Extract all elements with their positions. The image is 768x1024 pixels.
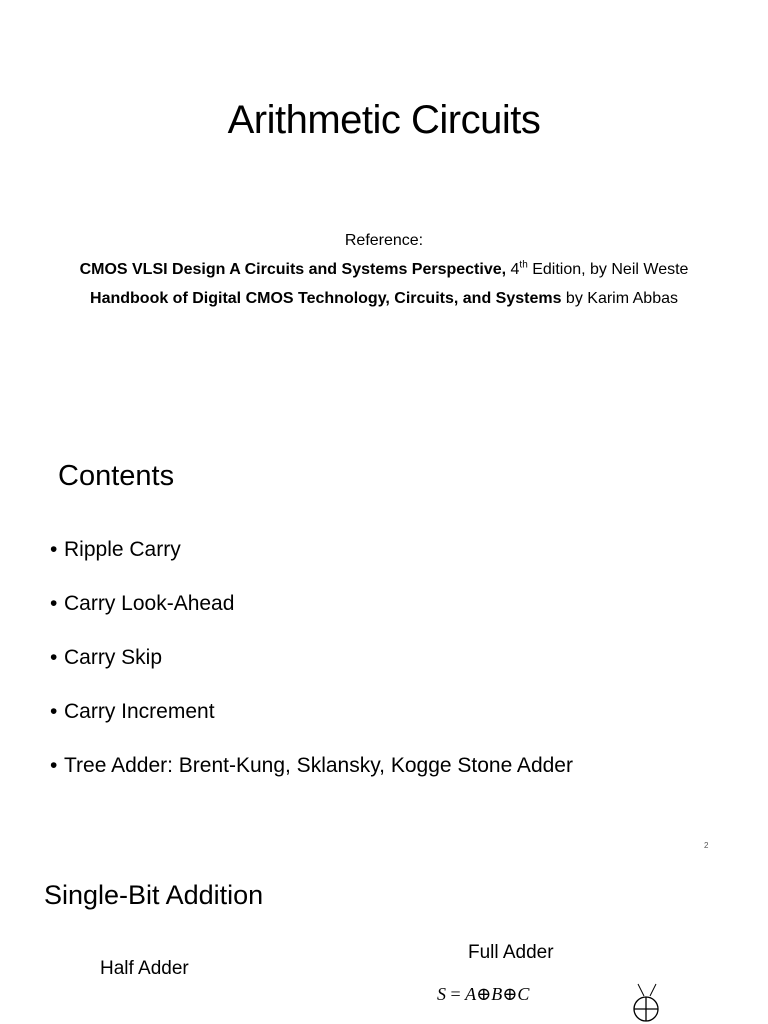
list-item — [50, 646, 573, 700]
list-item — [50, 754, 573, 808]
slide-title: Arithmetic Circuits — [227, 98, 541, 142]
title-slide — [0, 0, 768, 420]
reference-2-book: Handbook of Digital CMOS Technology, Circuits, and Systems — [90, 290, 562, 307]
list-item — [50, 538, 573, 592]
xor-operator: ⊕ — [502, 984, 518, 1004]
contents-title: Contents — [58, 460, 175, 492]
reference-1 — [0, 255, 768, 284]
bullet-icon: • — [50, 754, 58, 777]
reference-2 — [0, 284, 768, 313]
half-adder-label: Half Adder — [100, 958, 189, 979]
equation-c: C — [517, 984, 530, 1004]
list-item-text: Tree Adder: Brent-Kung, Sklansky, Kogge Stone Adder — [64, 754, 573, 777]
list-item-text: Ripple Carry — [64, 538, 181, 561]
reference-1-edition-sup: th — [519, 259, 528, 271]
single-bit-addition-title: Single-Bit Addition — [44, 880, 264, 910]
single-bit-addition-slide — [0, 860, 768, 1024]
equation-equals: = — [446, 984, 466, 1004]
bullet-icon: • — [50, 592, 58, 615]
list-item — [50, 592, 573, 646]
page-number: 2 — [704, 841, 709, 850]
equation-b: B — [491, 984, 503, 1004]
list-item-text: Carry Skip — [64, 646, 163, 669]
reference-1-edition-num: 4 — [506, 261, 520, 278]
bullet-icon: • — [50, 700, 58, 723]
xor-operator: ⊕ — [476, 984, 492, 1004]
list-item-text: Carry Look-Ahead — [64, 592, 235, 615]
reference-label: Reference: — [344, 232, 424, 249]
sum-equation — [437, 984, 529, 1005]
reference-1-book: CMOS VLSI Design A Circuits and Systems Perspective, — [79, 261, 507, 278]
contents-slide — [0, 420, 768, 860]
list-item-text: Carry Increment — [64, 700, 215, 723]
equation-lhs: S — [437, 984, 446, 1004]
list-item — [50, 700, 573, 754]
bullet-icon: • — [50, 538, 58, 561]
reference-1-edition-rest: Edition, by Neil Weste — [527, 261, 689, 278]
xor-gate-icon — [626, 982, 666, 1022]
contents-list — [50, 538, 573, 808]
equation-a: A — [465, 984, 477, 1004]
reference-2-author: by Karim Abbas — [561, 290, 678, 307]
full-adder-label: Full Adder — [468, 942, 554, 963]
bullet-icon: • — [50, 646, 58, 669]
reference-block — [0, 226, 768, 313]
